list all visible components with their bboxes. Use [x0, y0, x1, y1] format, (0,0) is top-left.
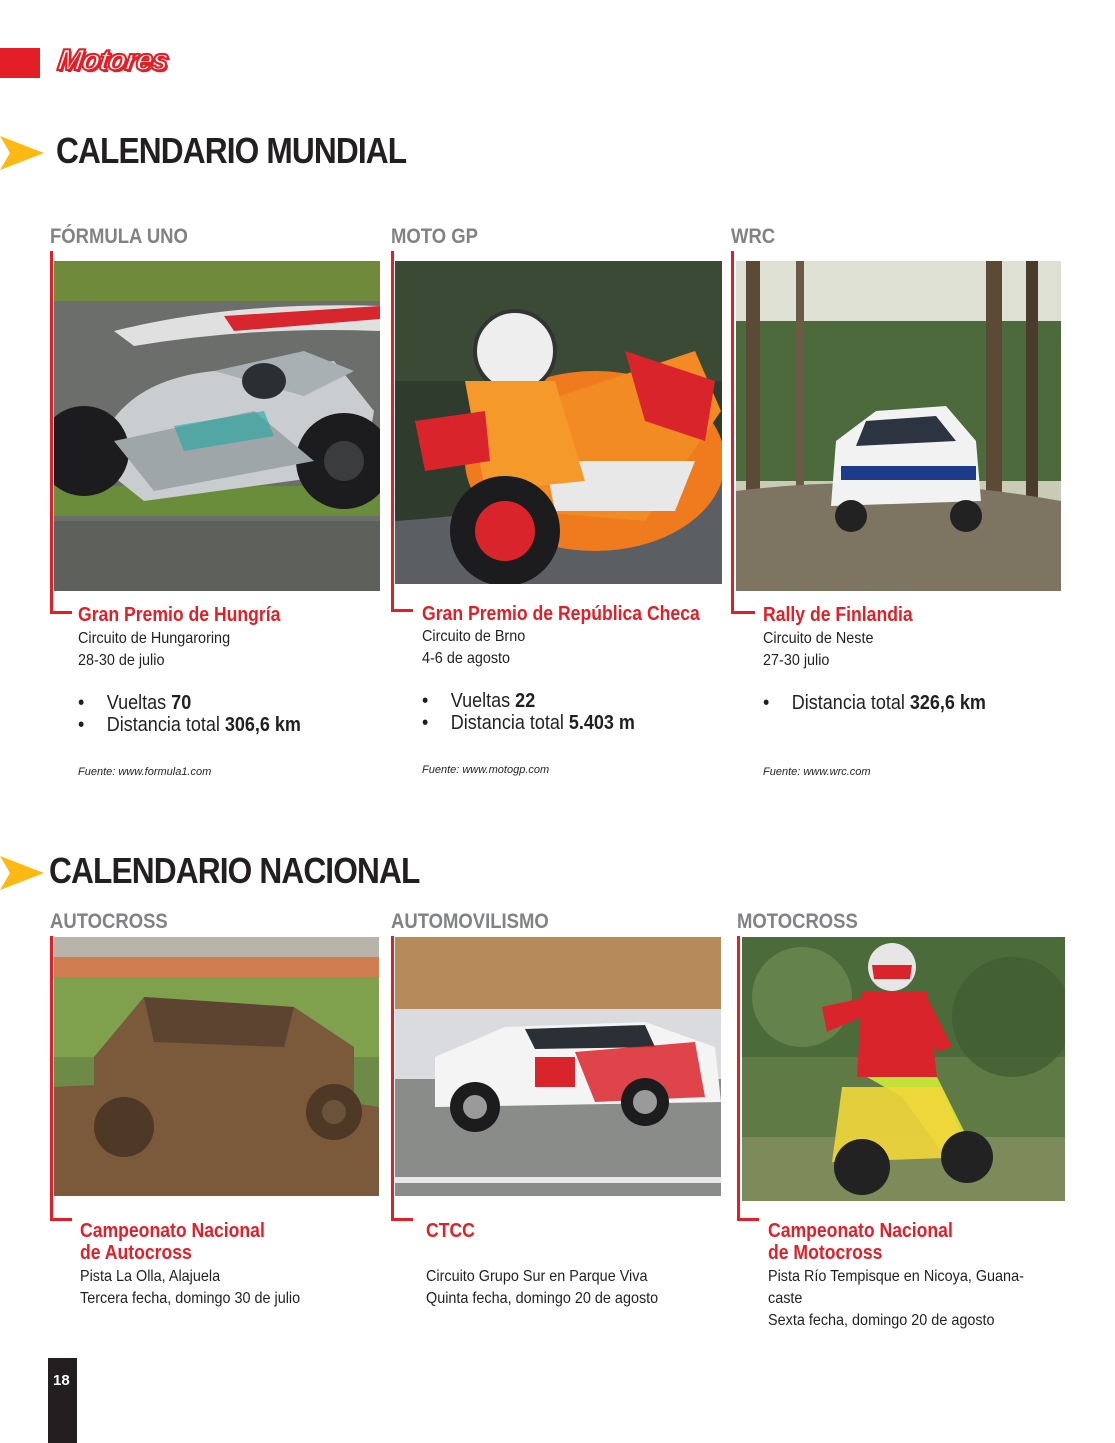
autocross-buggy-photo [54, 937, 379, 1196]
column-label-autocross: AUTOCROSS [50, 910, 168, 933]
stat-item: • Distancia total 326,6 km [763, 692, 986, 714]
event-title: CTCC [426, 1220, 475, 1242]
motocross-rider-photo [742, 937, 1065, 1201]
event-title-line2: de Autocross [80, 1242, 192, 1264]
stat-item: • Distancia total 5.403 m [422, 712, 635, 734]
stat-item: • Vueltas 22 [422, 690, 536, 712]
event-venue: Circuito Grupo Sur en Parque Viva [426, 1268, 648, 1285]
red-rule [731, 611, 755, 614]
red-rule [50, 251, 53, 614]
red-rule [391, 936, 394, 1221]
event-date: Quinta fecha, domingo 20 de agosto [426, 1290, 659, 1307]
event-dates: 28-30 de julio [78, 652, 165, 669]
red-rule [391, 609, 413, 612]
stat-item: • Distancia total 306,6 km [78, 714, 301, 736]
formula-one-car-photo [54, 261, 380, 591]
column-label-motocross: MOTOCROSS [737, 910, 858, 933]
section-title-nacional: CALENDARIO NACIONAL [49, 850, 420, 891]
source-note: Fuente: www.formula1.com [78, 766, 212, 778]
section-logo: Motores [55, 44, 171, 77]
event-date: Tercera fecha, domingo 30 de julio [80, 1290, 301, 1307]
stat-item: • Vueltas 70 [78, 692, 192, 714]
event-title: Campeonato Nacional [768, 1220, 953, 1242]
event-title: Gran Premio de Hungría [78, 604, 281, 626]
column-label-motogp: MOTO GP [391, 225, 478, 248]
page-number-tab [48, 1358, 77, 1443]
column-label-wrc: WRC [731, 225, 776, 248]
event-venue-line2: caste [768, 1290, 803, 1307]
rally-car-photo [736, 261, 1061, 591]
event-title: Gran Premio de República Checa [422, 603, 700, 625]
red-rule [731, 251, 734, 614]
logo-red-bar [0, 48, 40, 78]
event-title: Campeonato Nacional [80, 1220, 265, 1242]
event-venue: Pista Río Tempisque en Nicoya, Guana- [768, 1268, 1024, 1285]
yellow-arrow-icon [0, 856, 44, 890]
event-venue: Circuito de Brno [422, 628, 526, 645]
event-venue: Circuito de Hungaroring [78, 630, 231, 647]
source-note: Fuente: www.motogp.com [422, 764, 550, 776]
red-rule [50, 611, 72, 614]
event-date: Sexta fecha, domingo 20 de agosto [768, 1312, 995, 1329]
section-title-mundial: CALENDARIO MUNDIAL [56, 130, 407, 171]
yellow-arrow-icon [0, 136, 44, 170]
source-note: Fuente: www.wrc.com [763, 766, 871, 778]
column-label-automovilismo: AUTOMOVILISMO [391, 910, 549, 933]
red-rule [391, 1218, 413, 1221]
event-venue: Circuito de Neste [763, 630, 874, 647]
touring-car-photo [395, 937, 721, 1196]
red-rule [737, 1218, 759, 1221]
event-title-line2: de Motocross [768, 1242, 883, 1264]
event-venue: Pista La Olla, Alajuela [80, 1268, 221, 1285]
column-label-f1: FÓRMULA UNO [50, 225, 188, 248]
motogp-rider-photo [395, 261, 722, 584]
event-dates: 4-6 de agosto [422, 650, 511, 667]
event-dates: 27-30 julio [763, 652, 830, 669]
red-rule [737, 936, 740, 1221]
red-rule [50, 936, 53, 1221]
red-rule [50, 1218, 72, 1221]
red-rule [391, 251, 394, 612]
page-number: 18 [53, 1372, 70, 1389]
event-title: Rally de Finlandia [763, 604, 913, 626]
